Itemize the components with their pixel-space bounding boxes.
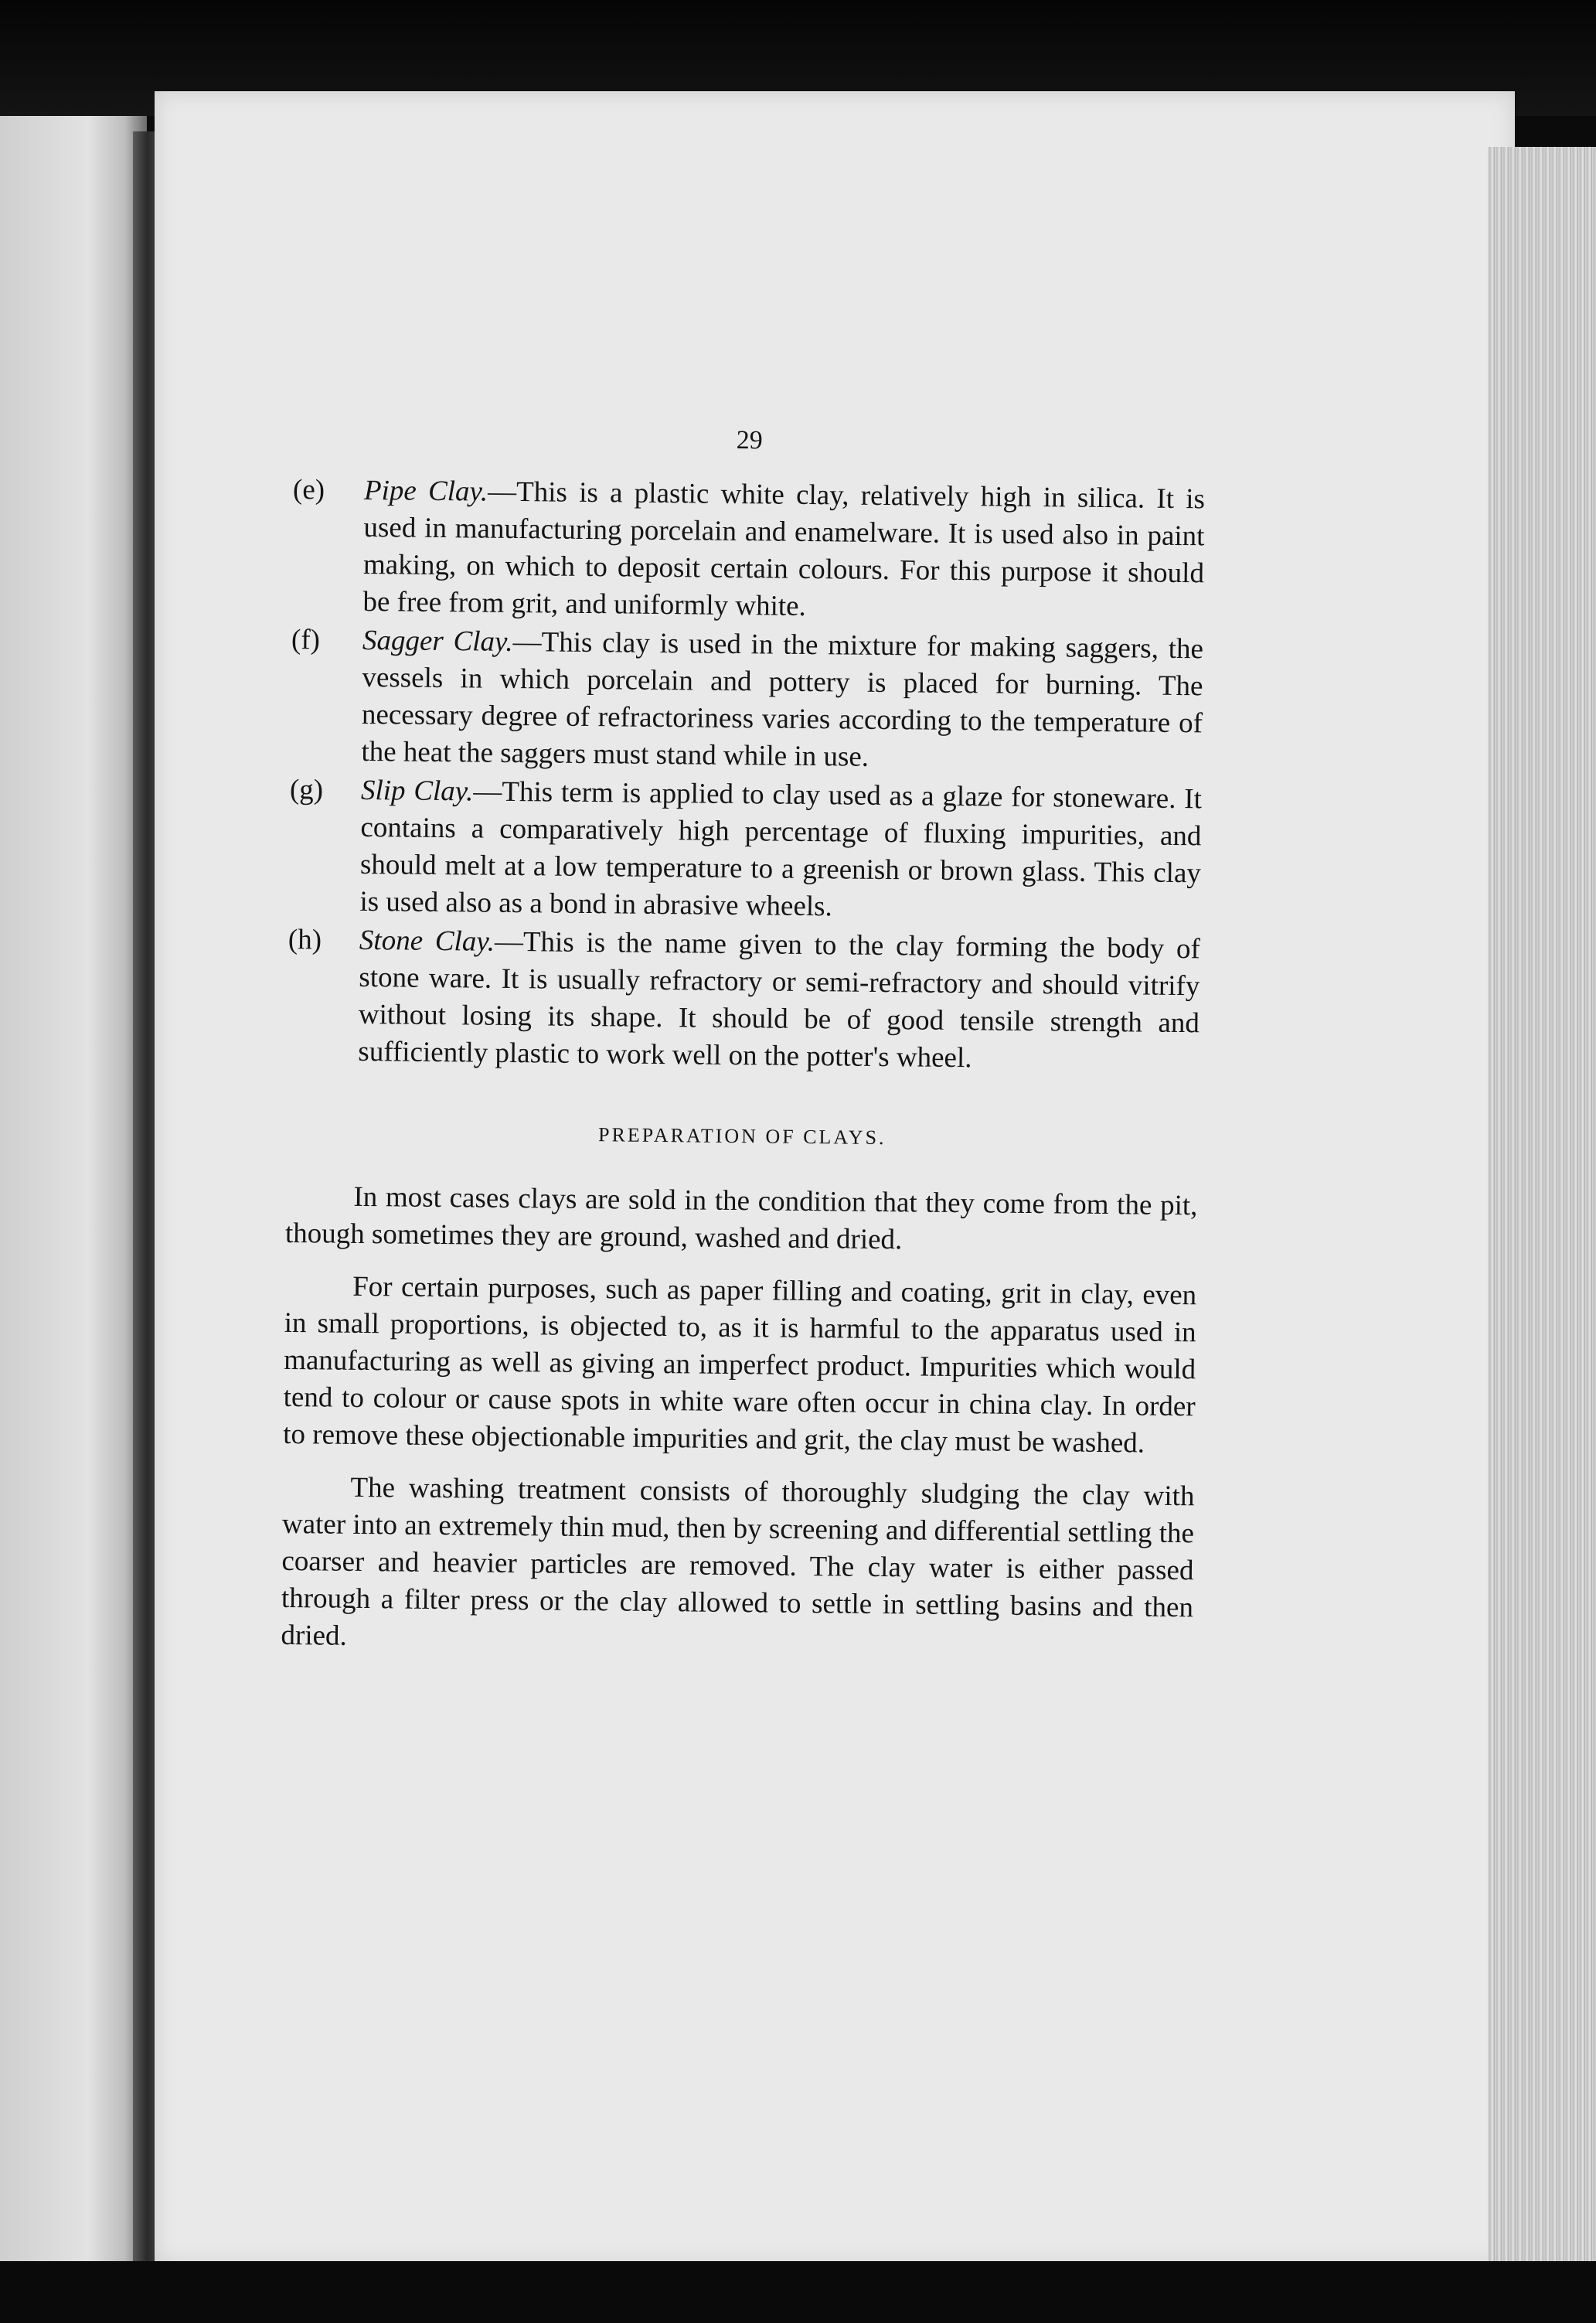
- list-marker: (h): [288, 923, 322, 956]
- definition-pipe-clay: —This is a plastic white clay, relatively high in silica. It is used in manufacturing porcelain and enamelware. It is used also in paint making, on which to deposit certain colours. For this purpose it should be free from grit, and uniformly white.: [362, 475, 1206, 622]
- facing-page-edge: [0, 116, 147, 2265]
- paragraph: In most cases clays are sold in the condition that they come from the pit, though sometimes they are ground, washed and dried.: [284, 1180, 1198, 1256]
- term-sagger-clay: Sagger Clay.: [362, 624, 513, 658]
- paragraph: For certain purposes, such as paper filling and coating, grit in clay, even in small proportions, is objected to, as it is harmful to the apparatus used in manufacturing as well as giving an imperfect product. Impurities which would tend to colour or cause spots in white ware often occur in china clay. In order to remove these objectionable impurities and grit, the clay must be washed.: [283, 1270, 1197, 1460]
- list-item-slip-clay: [288, 771, 1202, 929]
- list-item-pipe-clay: [291, 472, 1205, 629]
- list-marker: (f): [291, 623, 321, 656]
- definition-stone-clay: —This is the name given to the clay forming the body of stone ware. It is usually refractory or semi-refractory and should vitrify without losing its shape. It should be of good tensile strength and sufficiently plastic to work well on the potter's wheel.: [358, 925, 1201, 1075]
- list-item-stone-clay: [287, 921, 1200, 1079]
- term-pipe-clay: Pipe Clay.: [363, 474, 488, 508]
- page-content: [281, 417, 1206, 1679]
- page-number: 29: [736, 426, 763, 455]
- list-item-sagger-clay: [290, 622, 1203, 779]
- scan-background-bottom: [0, 2261, 1596, 2323]
- list-marker: (e): [292, 473, 325, 506]
- term-slip-clay: Slip Clay.: [360, 774, 474, 808]
- definition-sagger-clay: —This clay is used in the mixture for making saggers, the vessels in which porcelain and pottery is placed for burning. The necessary degree of refractoriness varies according to the temperature of the heat the saggers must stand while in use.: [361, 625, 1204, 773]
- section-heading: PREPARATION OF CLAYS.: [597, 1123, 886, 1150]
- page-stack-edge: [1488, 147, 1596, 2280]
- definition-slip-clay: —This term is applied to clay used as a glaze for stoneware. It contains a comparatively high percentage of fluxing impurities, and should melt at a low temperature to a greenish or brown glass. This clay is used also as a bond in abrasive wheels.: [359, 775, 1203, 923]
- list-marker: (g): [289, 773, 324, 806]
- paragraph: The washing treatment consists of thoroughly sludging the clay with water into an extremely thin mud, then by screening and differential settling the coarser and heavier particles are removed. The clay water is either passed through a filter press or the clay allowed to settle in settling basins and then dried.: [281, 1471, 1195, 1652]
- term-stone-clay: Stone Clay.: [359, 924, 495, 958]
